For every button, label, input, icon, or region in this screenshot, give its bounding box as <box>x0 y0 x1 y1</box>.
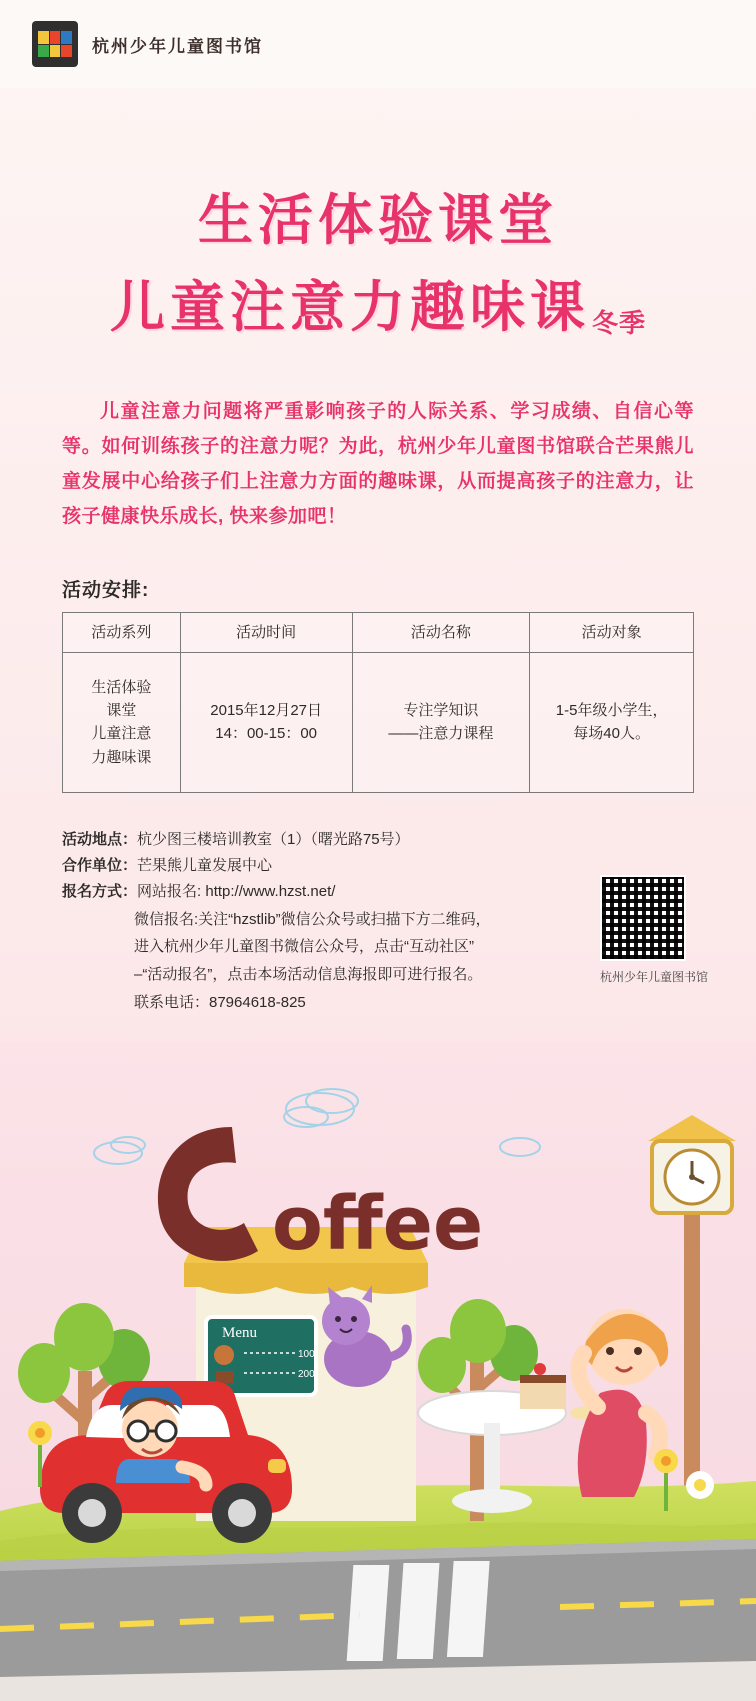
cell-series-line4: 力趣味课 <box>91 748 152 766</box>
label-partner: 合作单位： <box>62 857 138 875</box>
label-location: 活动地点： <box>62 830 138 848</box>
value-partner: 芒果熊儿童发展中心 <box>137 857 273 875</box>
season-badge: 冬季 <box>592 308 647 339</box>
info-block <box>62 827 709 1017</box>
library-logo-icon <box>32 21 78 67</box>
value-signup-website[interactable]: 网站报名: http://www.hzst.net/ <box>137 883 336 901</box>
cell-series-line2: 课堂 <box>106 702 137 720</box>
table-header-row <box>63 612 694 652</box>
signup-detail-line3: –“活动报名”，点击本场活动信息海报即可进行报名。 <box>134 966 483 984</box>
qr-code-block <box>600 875 709 988</box>
table-row <box>63 652 694 792</box>
column-header-audience: 活动对象 <box>530 612 694 652</box>
schedule-section-title: 活动安排: <box>62 579 150 601</box>
column-header-time: 活动时间 <box>180 612 352 652</box>
signup-detail-line2: 进入杭州少年儿童图书微信公众号，点击“互动社区” <box>134 938 474 956</box>
cell-series-line1: 生活体验 <box>91 678 152 696</box>
qr-code-icon[interactable] <box>600 875 686 961</box>
menu-title-text: Menu <box>222 1325 257 1341</box>
intro-paragraph: 儿童注意力问题将严重影响孩子的人际关系、学习成绩、自信心等等。如何训练孩子的注意力呢？为此，杭州少年儿童图书馆联合芒果熊儿童发展中心给孩子们上注意力方面的趣味课，从而提高孩子的注意力，让孩子健康快乐成长, 快来参加吧！ <box>62 401 694 528</box>
title-block <box>0 176 756 342</box>
cell-name <box>352 652 530 792</box>
contact-phone: 联系电话：87964618-825 <box>134 993 306 1011</box>
column-header-name: 活动名称 <box>352 612 530 652</box>
crosswalk-icon <box>347 1561 490 1661</box>
label-signup: 报名方式： <box>62 883 138 901</box>
cell-time-date: 2015年12月27日 <box>210 702 323 720</box>
organization-name: 杭州少年儿童图书馆 <box>92 36 263 56</box>
cell-audience-line1: 1-5年级小学生， <box>555 702 668 720</box>
cell-series-line3: 儿童注意 <box>91 725 152 743</box>
cell-time <box>180 652 352 792</box>
poster-header <box>0 0 756 88</box>
value-location: 杭少图三楼培训教室（1）（曙光路75号） <box>137 830 410 848</box>
cell-name-line1: 专注学知识 <box>403 702 479 720</box>
page-title-line2: 儿童注意力趣味课 <box>109 275 590 339</box>
shop-sign-text: offee <box>272 1181 484 1267</box>
menu-price-1: 100 <box>298 1349 315 1360</box>
signup-detail-line1: 微信报名:关注“hzstlib”微信公众号或扫描下方二维码， <box>134 910 491 928</box>
illustration-scene <box>0 1041 756 1701</box>
page-title-line1: 生活体验课堂 <box>197 188 558 252</box>
cell-name-line2: ——注意力课程 <box>388 725 494 743</box>
info-row-location <box>62 827 694 853</box>
cell-audience <box>530 652 694 792</box>
menu-price-2: 200 <box>298 1369 315 1380</box>
cell-time-hours: 14：00-15：00 <box>215 725 318 743</box>
cell-audience-line2: 每场40人。 <box>573 725 650 743</box>
cell-series <box>63 652 181 792</box>
qr-code-caption: 杭州少年儿童图书馆 <box>600 969 709 984</box>
schedule-table <box>62 612 694 793</box>
column-header-series: 活动系列 <box>63 612 181 652</box>
